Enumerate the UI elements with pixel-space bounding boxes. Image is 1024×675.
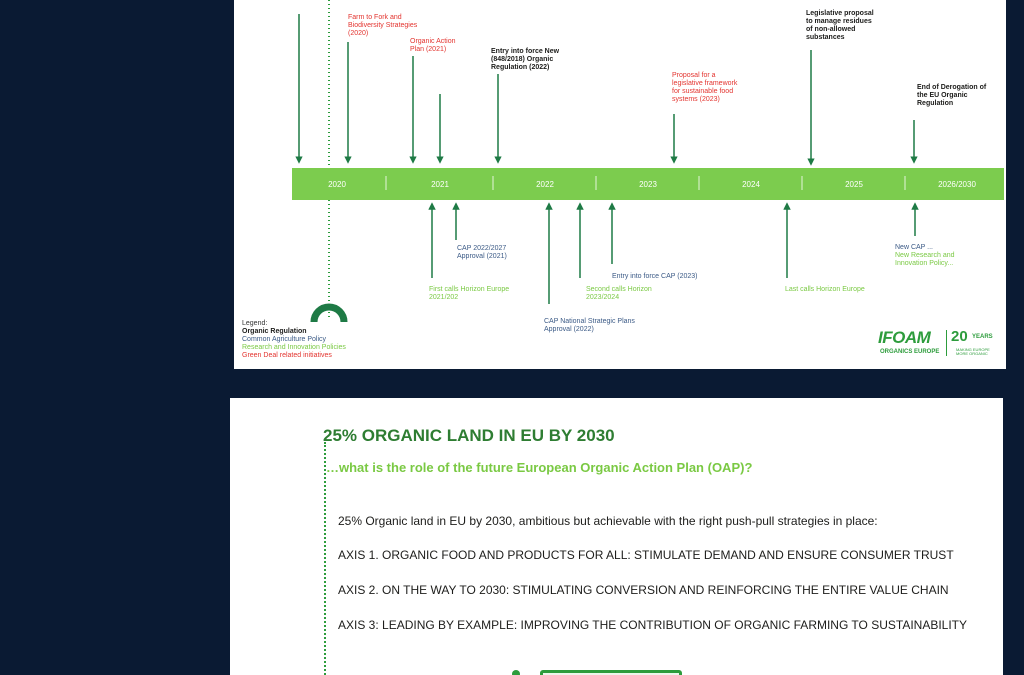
legend-item-organic-regulation: Organic Regulation (242, 328, 307, 335)
year-label: 2022 (536, 180, 554, 189)
label-new-cap: New CAP ... (895, 244, 933, 251)
label-legislative-residues: Legislative proposal to manage residues of non-allowed substances (806, 10, 874, 41)
green-box (540, 670, 682, 675)
green-dot-icon (512, 670, 520, 675)
timeline-slide (234, 0, 1006, 369)
label-entry-force-regulation: Entry into force New (848/2018) Organic Regulation (2022) (491, 48, 560, 71)
logo-main-text: IFOAM (878, 328, 931, 347)
label-strategic-plans: CAP National Strategic Plans Approval (2022) (544, 318, 635, 333)
logo-20: 20 (951, 328, 968, 345)
legend-item-green-deal: Green Deal related initiatives (242, 352, 332, 359)
label-end-derogation: End of Derogation of the EU Organic Regulation (917, 84, 987, 107)
logo-years: YEARS (972, 334, 993, 340)
label-legislative-framework: Proposal for a legislative framework for sustainable food systems (2023) (672, 72, 738, 103)
legend-title: Legend: (242, 320, 268, 327)
year-label: 2024 (742, 180, 760, 189)
axis-2: AXIS 2. ON THE WAY TO 2030: STIMULATING CONVERSION AND REINFORCING THE ENTIRE VALUE CHAIN (338, 583, 949, 597)
label-farm-to-fork: Farm to Fork and Biodiversity Strategies (2020) (348, 14, 418, 37)
year-label: 2026/2030 (938, 180, 976, 189)
legend-item-cap: Common Agriculture Policy (242, 336, 327, 343)
year-label: 2025 (845, 180, 863, 189)
timeline-graphic (234, 0, 1006, 369)
logo-sub-text: ORGANICS EUROPE (880, 349, 940, 355)
label-new-research: New Research and Innovation Policy... (895, 252, 955, 267)
logo-tagline: MAKING EUROPE MORE ORGANIC (956, 347, 990, 356)
label-second-calls: Second calls Horizon 2023/2024 (586, 286, 652, 301)
slide-dotted-line (324, 442, 326, 675)
label-cap-approval: CAP 2022/2027 Approval (2021) (457, 245, 507, 260)
axis-1: AXIS 1. ORGANIC FOOD AND PRODUCTS FOR ALL: STIMULATE DEMAND AND ENSURE CONSUMER TRUST (338, 548, 954, 562)
label-action-plan: Organic Action Plan (2021) (410, 38, 456, 53)
axis-3: AXIS 3: LEADING BY EXAMPLE: IMPROVING THE CONTRIBUTION OF ORGANIC FARMING TO SUSTAINABILITY (338, 618, 968, 632)
legend-item-research: Research and Innovation Policies (242, 344, 346, 351)
slide-title: 25% ORGANIC LAND IN EU BY 2030 (323, 426, 615, 445)
label-first-calls: First calls Horizon Europe 2021/202 (429, 286, 510, 301)
label-entry-cap: Entry into force CAP (2023) (612, 273, 698, 280)
legend (242, 320, 346, 360)
oap-slide (230, 398, 1003, 675)
label-last-calls: Last calls Horizon Europe (785, 286, 865, 293)
logo-separator (946, 330, 947, 356)
slide-subtitle: …what is the role of the future European Organic Action Plan (OAP)? (326, 460, 753, 475)
ifoam-logo (878, 328, 998, 360)
year-label: 2023 (639, 180, 657, 189)
slide-intro: 25% Organic land in EU by 2030, ambitious but achievable with the right push-pull strategies in place: (338, 514, 878, 528)
year-label: 2021 (431, 180, 449, 189)
year-label: 2020 (328, 180, 346, 189)
